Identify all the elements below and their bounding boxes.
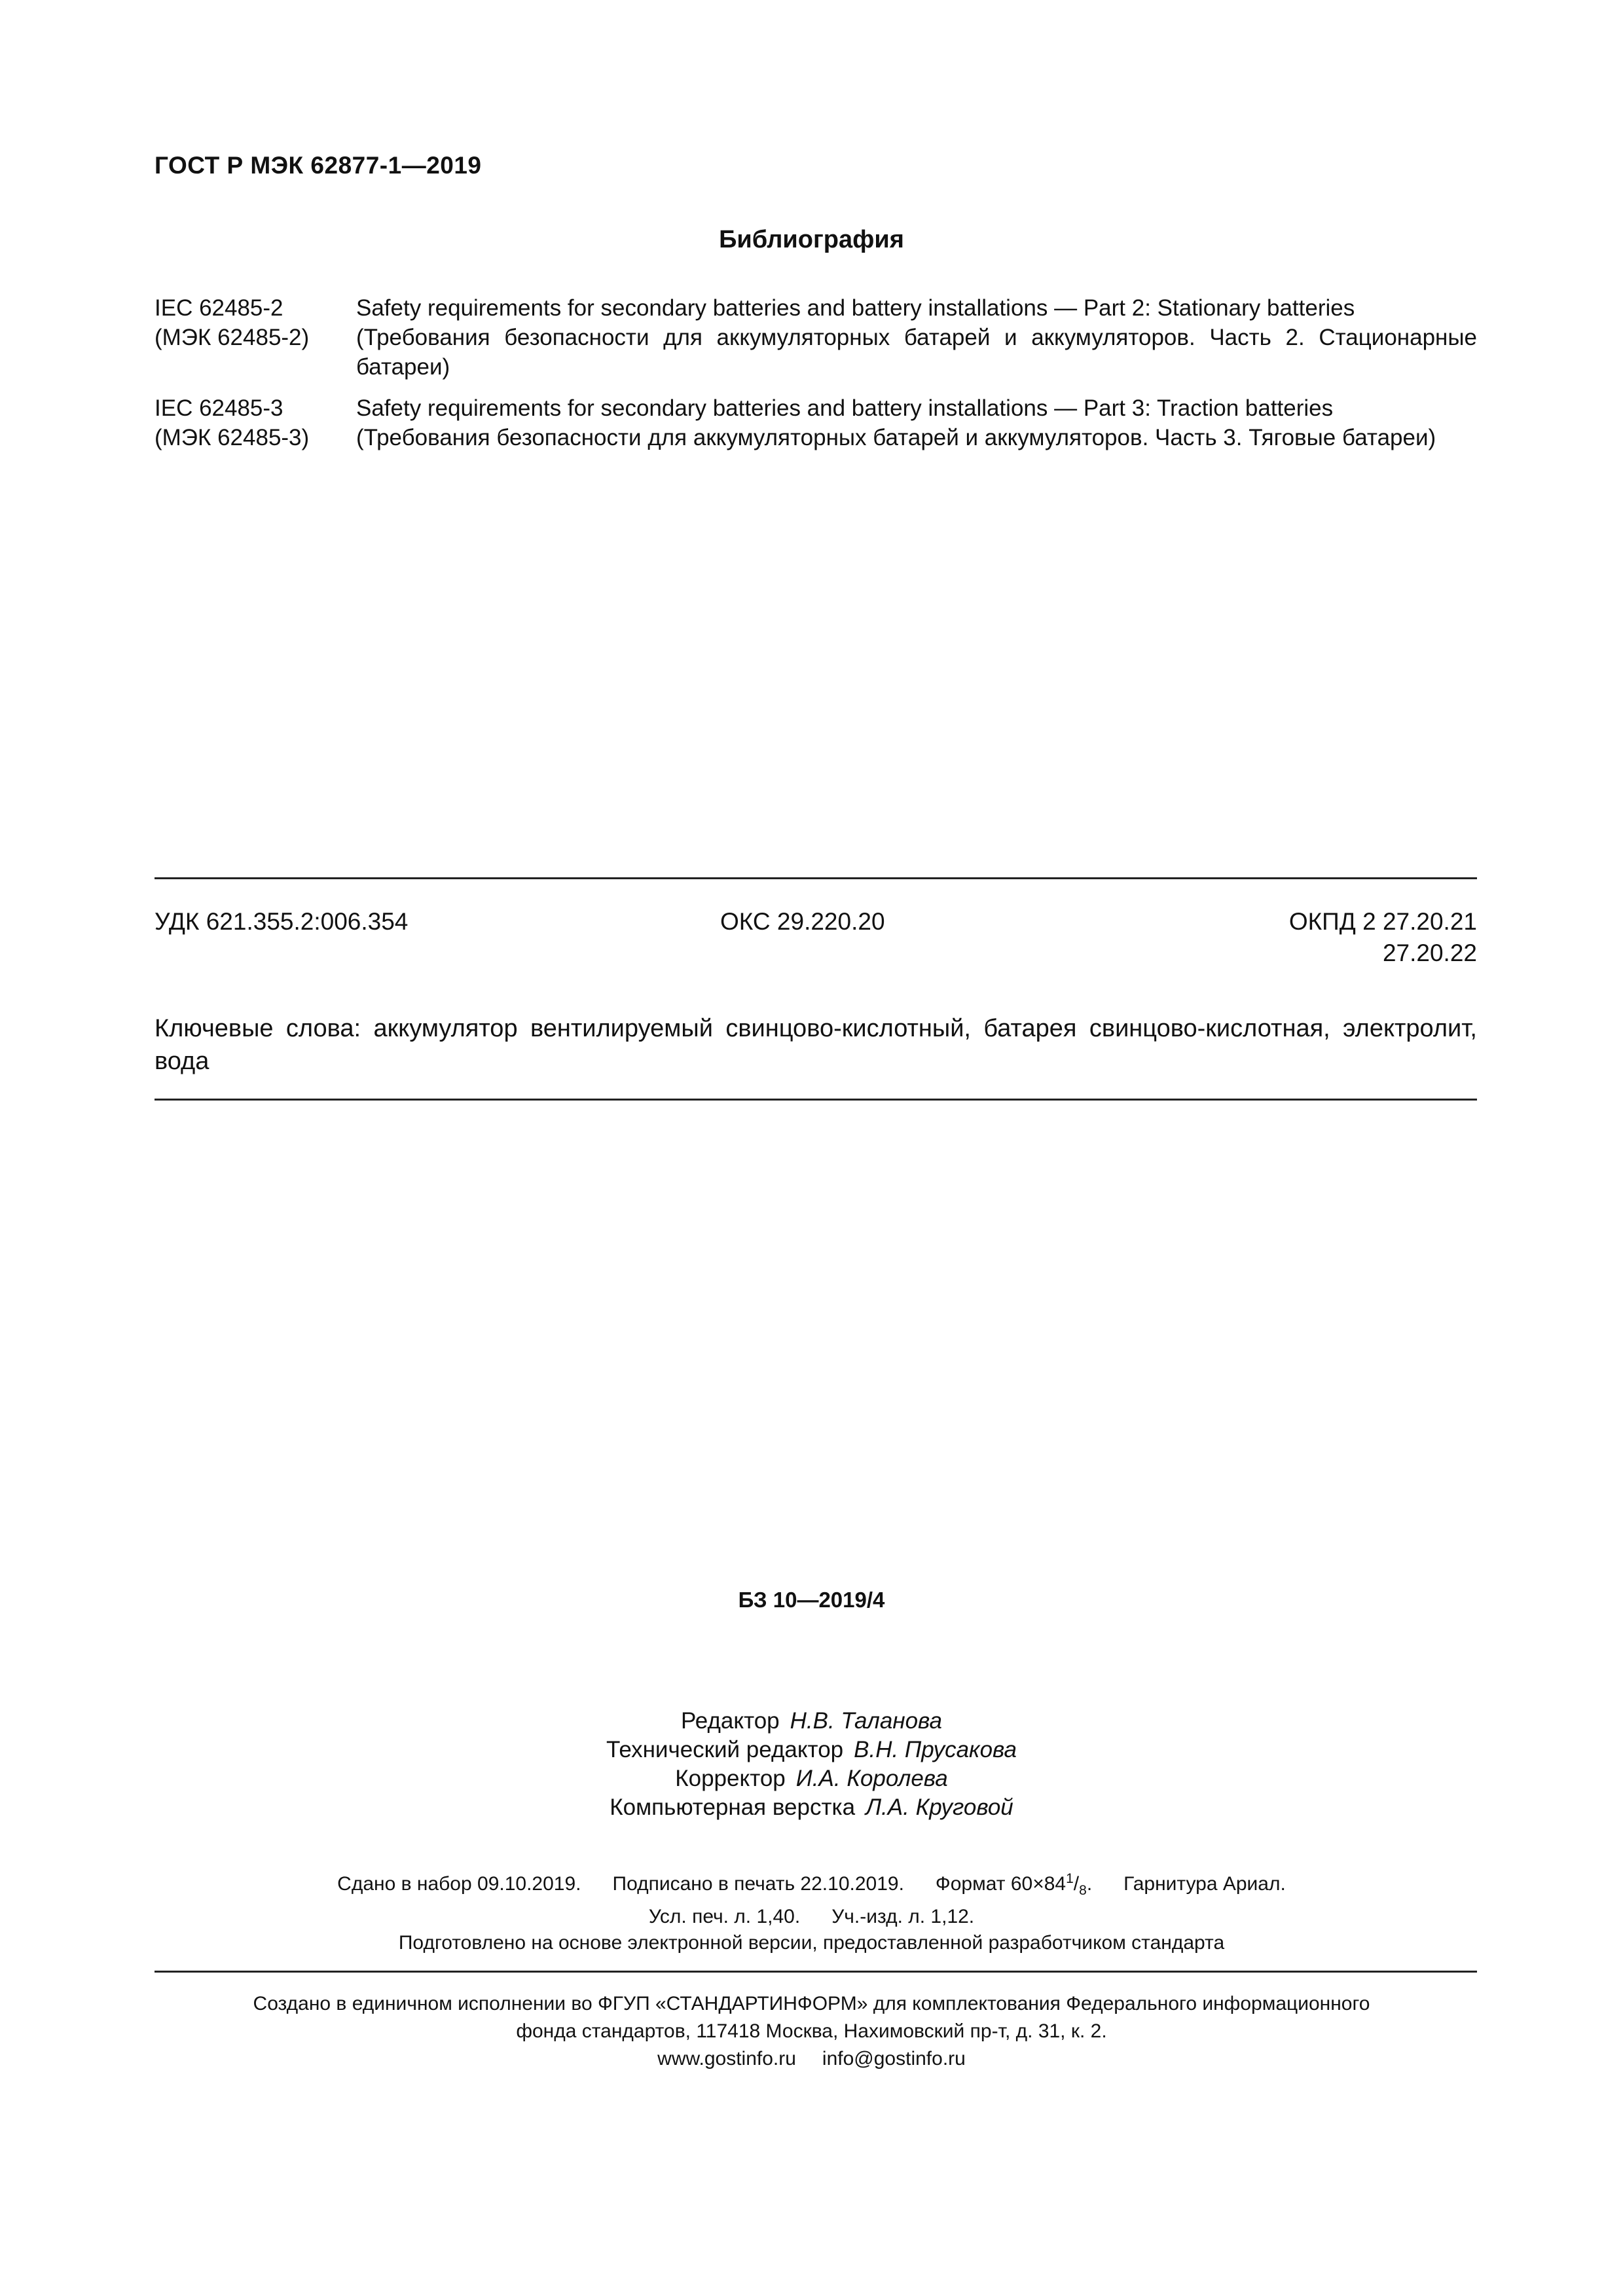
keywords: Ключевые слова: аккумулятор вентилируемый свинцово-кислотный, батарея свинцово-кислотная, электролит, вода [155, 1015, 1477, 1075]
bibliography-code [155, 293, 356, 382]
print-info-line-1 [0, 1866, 1623, 1904]
credit-name: В.Н. Прусакова [854, 1737, 1017, 1762]
bibliography-entry [155, 293, 1477, 382]
credit-line [0, 1793, 1623, 1822]
title-ru: (Требования безопасности для аккумуляторных батарей и аккумуляторов. Часть 3. Тяговые батареи) [356, 425, 1436, 450]
credit-name: Н.В. Таланова [790, 1708, 943, 1734]
bibliography-code [155, 393, 356, 452]
typeface: Гарнитура Ариал. [1123, 1873, 1286, 1895]
title-en: Safety requirements for secondary batteries and battery installations — Part 2: Stationary batteries [356, 295, 1355, 321]
prepared-note: Подготовлено на основе электронной версии, предоставленной разработчиком стандарта [398, 1932, 1225, 1954]
email-link[interactable]: info@gostinfo.ru [822, 2048, 966, 2069]
divider-bottom [155, 1971, 1477, 1973]
bibliography-text [356, 393, 1477, 452]
okpd-line-2: 27.20.22 [1382, 939, 1477, 966]
format-numerator: 1 [1066, 1871, 1074, 1886]
website-link[interactable]: www.gostinfo.ru [657, 2048, 796, 2069]
credit-name: И.А. Королева [795, 1766, 948, 1791]
format: Формат $60\times 84^1/_8$. [935, 1871, 1093, 1898]
code-en: IEC 62485-2 [155, 295, 283, 321]
credit-line [0, 1736, 1623, 1764]
footer [0, 1990, 1623, 2073]
okpd-code [1289, 906, 1477, 969]
bibliography-title: Библиография [719, 226, 904, 253]
footer-contacts [0, 2045, 1623, 2073]
divider-top [155, 877, 1477, 879]
footer-line-2: фонда стандартов, 117418 Москва, Нахимовский пр-т, д. 31, к. 2. [516, 2020, 1107, 2042]
credit-line [0, 1764, 1623, 1793]
code-ru: (МЭК 62485-2) [155, 325, 310, 350]
oks-code: ОКС 29.220.20 [720, 908, 885, 935]
bz-number: БЗ 10—2019/4 [738, 1588, 885, 1612]
print-info [0, 1866, 1623, 1956]
format-denominator: 8 [1079, 1883, 1087, 1898]
bibliography-list [155, 293, 1477, 464]
title-en: Safety requirements for secondary batteries and battery installations — Part 3: Traction batteries [356, 395, 1334, 421]
credit-role: Компьютерная верстка [610, 1795, 856, 1820]
signed-date: Подписано в печать 22.10.2019. [612, 1873, 904, 1895]
publisher-sheets: Уч.-изд. л. 1,12. [831, 1906, 975, 1927]
bibliography-entry [155, 393, 1477, 452]
standard-designation: ГОСТ Р МЭК 62877-1—2019 [155, 152, 482, 179]
print-sheets: Усл. печ. л. 1,40. [648, 1906, 801, 1927]
print-info-line-2 [0, 1904, 1623, 1930]
credit-name: Л.А. Круговой [866, 1795, 1013, 1820]
code-ru: (МЭК 62485-3) [155, 425, 310, 450]
code-en: IEC 62485-3 [155, 395, 283, 421]
udk-code: УДК 621.355.2:006.354 [155, 908, 409, 935]
credit-line [0, 1707, 1623, 1736]
bibliography-text [356, 293, 1477, 382]
credit-role: Редактор [680, 1708, 780, 1734]
okpd-line-1: ОКПД 2 27.20.21 [1288, 908, 1477, 935]
footer-line-1: Создано в единичном исполнении во ФГУП «СТАНДАРТИНФОРМ» для комплектования Федерального информационного [253, 1993, 1370, 2014]
credit-role: Технический редактор [606, 1737, 844, 1762]
submitted-date: Сдано в набор 09.10.2019. [337, 1873, 581, 1895]
credits [0, 1707, 1623, 1822]
divider-middle [155, 1099, 1477, 1101]
format-suffix: . [1086, 1873, 1093, 1895]
format-prefix: Формат 60×84 [935, 1873, 1067, 1895]
credit-role: Корректор [675, 1766, 786, 1791]
title-ru: (Требования безопасности для аккумуляторных батарей и аккумуляторов. Часть 2. Стационарные батареи) [356, 325, 1477, 380]
